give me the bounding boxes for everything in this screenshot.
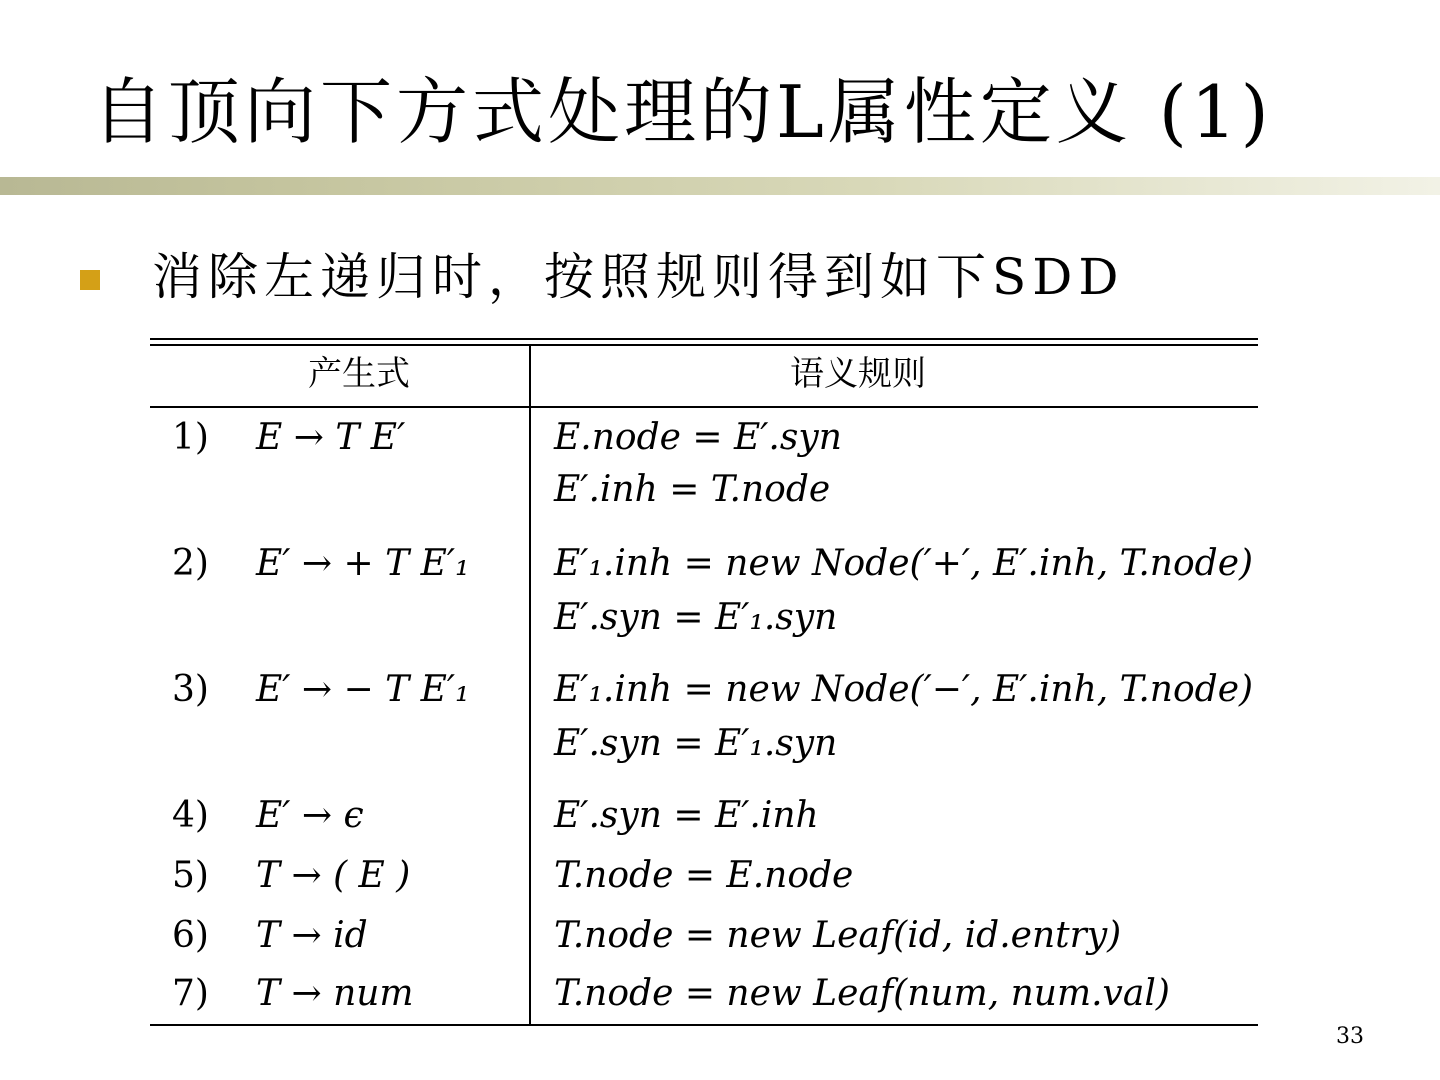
semantic-rule: E′.syn = E′.inh (554, 795, 819, 836)
semantic-rule: E.node = E′.syn (554, 417, 842, 458)
row-number: 1) (172, 417, 209, 458)
semantic-rule: T.node = new Leaf(num, num.val) (554, 973, 1170, 1014)
production: E → T E′ (256, 417, 406, 458)
row-number: 3) (172, 669, 209, 710)
header-production: 产生式 (308, 354, 410, 394)
semantic-rule: E′₁.inh = new Node(′+′, E′.inh, T.node) (554, 543, 1254, 584)
sdd-table (150, 338, 1258, 1028)
semantic-rule: T.node = new Leaf(id, id.entry) (554, 915, 1122, 956)
semantic-rule: E′₁.inh = new Node(′−′, E′.inh, T.node) (554, 669, 1254, 710)
table-column-divider (529, 346, 531, 1026)
slide-title: 自顶向下方式处理的L属性定义 (1) (92, 70, 1273, 154)
semantic-rule: E′.syn = E′₁.syn (554, 597, 838, 638)
title-underline-bar (0, 177, 1440, 195)
header-semantic-rules: 语义规则 (790, 354, 926, 394)
production: T → ( E ) (256, 855, 411, 896)
page-number: 33 (1336, 1024, 1364, 1049)
production: E′ → + T E′₁ (256, 543, 470, 584)
row-number: 4) (172, 795, 209, 836)
production: T → id (256, 915, 368, 956)
bullet-square-icon (80, 270, 100, 290)
production: T → num (256, 973, 414, 1014)
row-number: 5) (172, 855, 209, 896)
bullet-text: 消除左递归时，按照规则得到如下SDD (152, 248, 1125, 306)
row-number: 2) (172, 543, 209, 584)
table-top-rule-inner (150, 344, 1258, 346)
table-top-rule (150, 338, 1258, 340)
production: E′ → − T E′₁ (256, 669, 470, 710)
table-bottom-rule (150, 1024, 1258, 1026)
row-number: 6) (172, 915, 209, 956)
row-number: 7) (172, 973, 209, 1014)
semantic-rule: T.node = E.node (554, 855, 854, 896)
production: E′ → ϵ (256, 795, 364, 836)
table-header-rule (150, 406, 1258, 408)
semantic-rule: E′.syn = E′₁.syn (554, 723, 838, 764)
semantic-rule: E′.inh = T.node (554, 469, 831, 510)
